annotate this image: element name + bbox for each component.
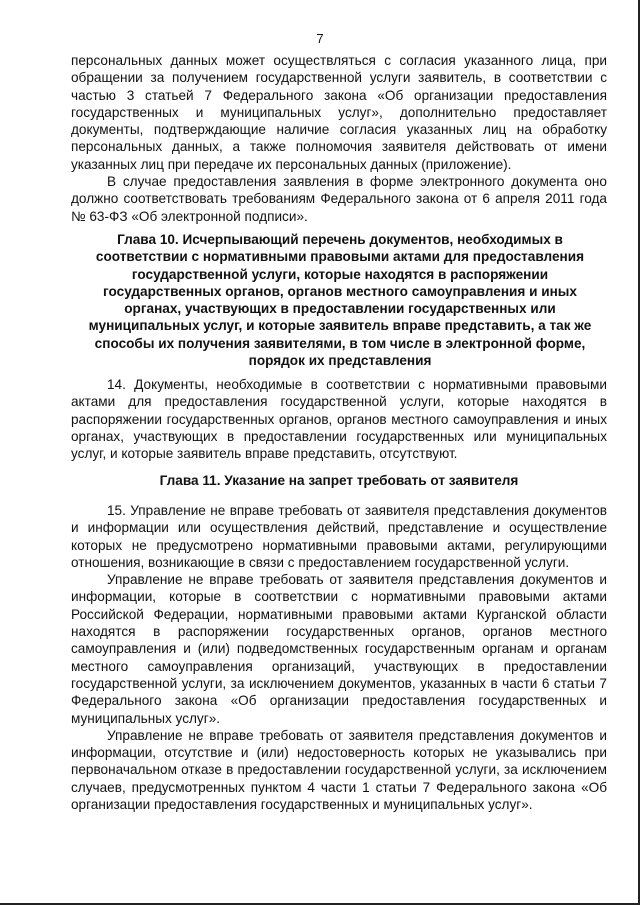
- intro-section: [71, 52, 607, 225]
- paragraph-15-documents: Управление не вправе требовать от заявителя представления документов и информации, которые в соответствии с нормативными правовыми актами Российской Федерации, нормативными правовыми актами Курганской области находятся в распоряжении государственных органов, органов местного самоуправления и (или) подведомственных государственным органам и органам местного самоуправления организаций, участвующих в предоставлении государственной услуги, за исключением документов, указанных в части 6 статьи 7 Федерального закона «Об организации предоставления государственных и муниципальных услуг».: [71, 572, 607, 726]
- chapter-11-body: [71, 502, 607, 813]
- paragraph-consent: персональных данных может осуществляться с согласия указанного лица, при обращении за получением государственной услуги заявитель, в соответствии с частью 3 статьей 7 Федерального закона «Об организации предоставления государственных и муниципальных услуг», дополнительно предоставляет документы, подтверждающие наличие согласия указанных лиц на обработку персональных данных, а также полномочия заявителя действовать от имени указанных лиц при передаче их персональных данных (приложение).: [71, 53, 607, 172]
- paragraph-14: 14. Документы, необходимые в соответствии с нормативными правовыми актами для предоставления государственной услуги, которые находятся в распоряжении государственных органов, органов местного самоуправления и иных органах, участвующих в предоставлении государственных или муниципальных услуг, и которые заявитель вправе представить, отсутствуют.: [71, 377, 607, 462]
- paragraph-15-refusal: Управление не вправе требовать от заявителя представления документов и информации, отсутствие и (или) недостоверность которых не указывались при первоначальном отказе в предоставлении государственной услуги, за исключением случаев, предусмотренных пунктом 4 части 1 статьи 7 Федерального закона «Об организации предоставления государственных и муниципальных услуг».: [71, 727, 607, 813]
- chapter-10-body: [71, 376, 607, 462]
- chapter-11-heading: Глава 11. Указание на запрет требовать от заявителя: [159, 473, 519, 488]
- paragraph-electronic-signature: В случае предоставления заявления в форме электронного документа оно должно соответствовать требованиям Федерального закона от 6 апреля 2011 года № 63-ФЗ «Об электронной подписи».: [71, 174, 607, 224]
- page-number: 7: [316, 31, 324, 46]
- chapter-10-heading: Глава 10. Исчерпывающий перечень документов, необходимых в соответствии с нормативными правовыми актами для предоставления государственной услуги, которые находятся в распоряжении государственных органов, органов местного самоуправления и иных органах, участвующих в предоставлении государственных или муниципальных услуг, и которые заявитель вправе представить, а так же способы их получения заявителями, в том числе в электронной форме, порядок их представления: [88, 232, 592, 369]
- chapter-10-heading-block: [80, 231, 600, 369]
- chapter-11-heading-block: [71, 472, 607, 489]
- paragraph-15: 15. Управление не вправе требовать от заявителя представления документов и информации или осуществления действий, представление и осуществление которых не предусмотрено нормативными правовыми актами, регулирующими отношения, возникающие в связи с предоставлением государственной услуги.: [71, 503, 607, 570]
